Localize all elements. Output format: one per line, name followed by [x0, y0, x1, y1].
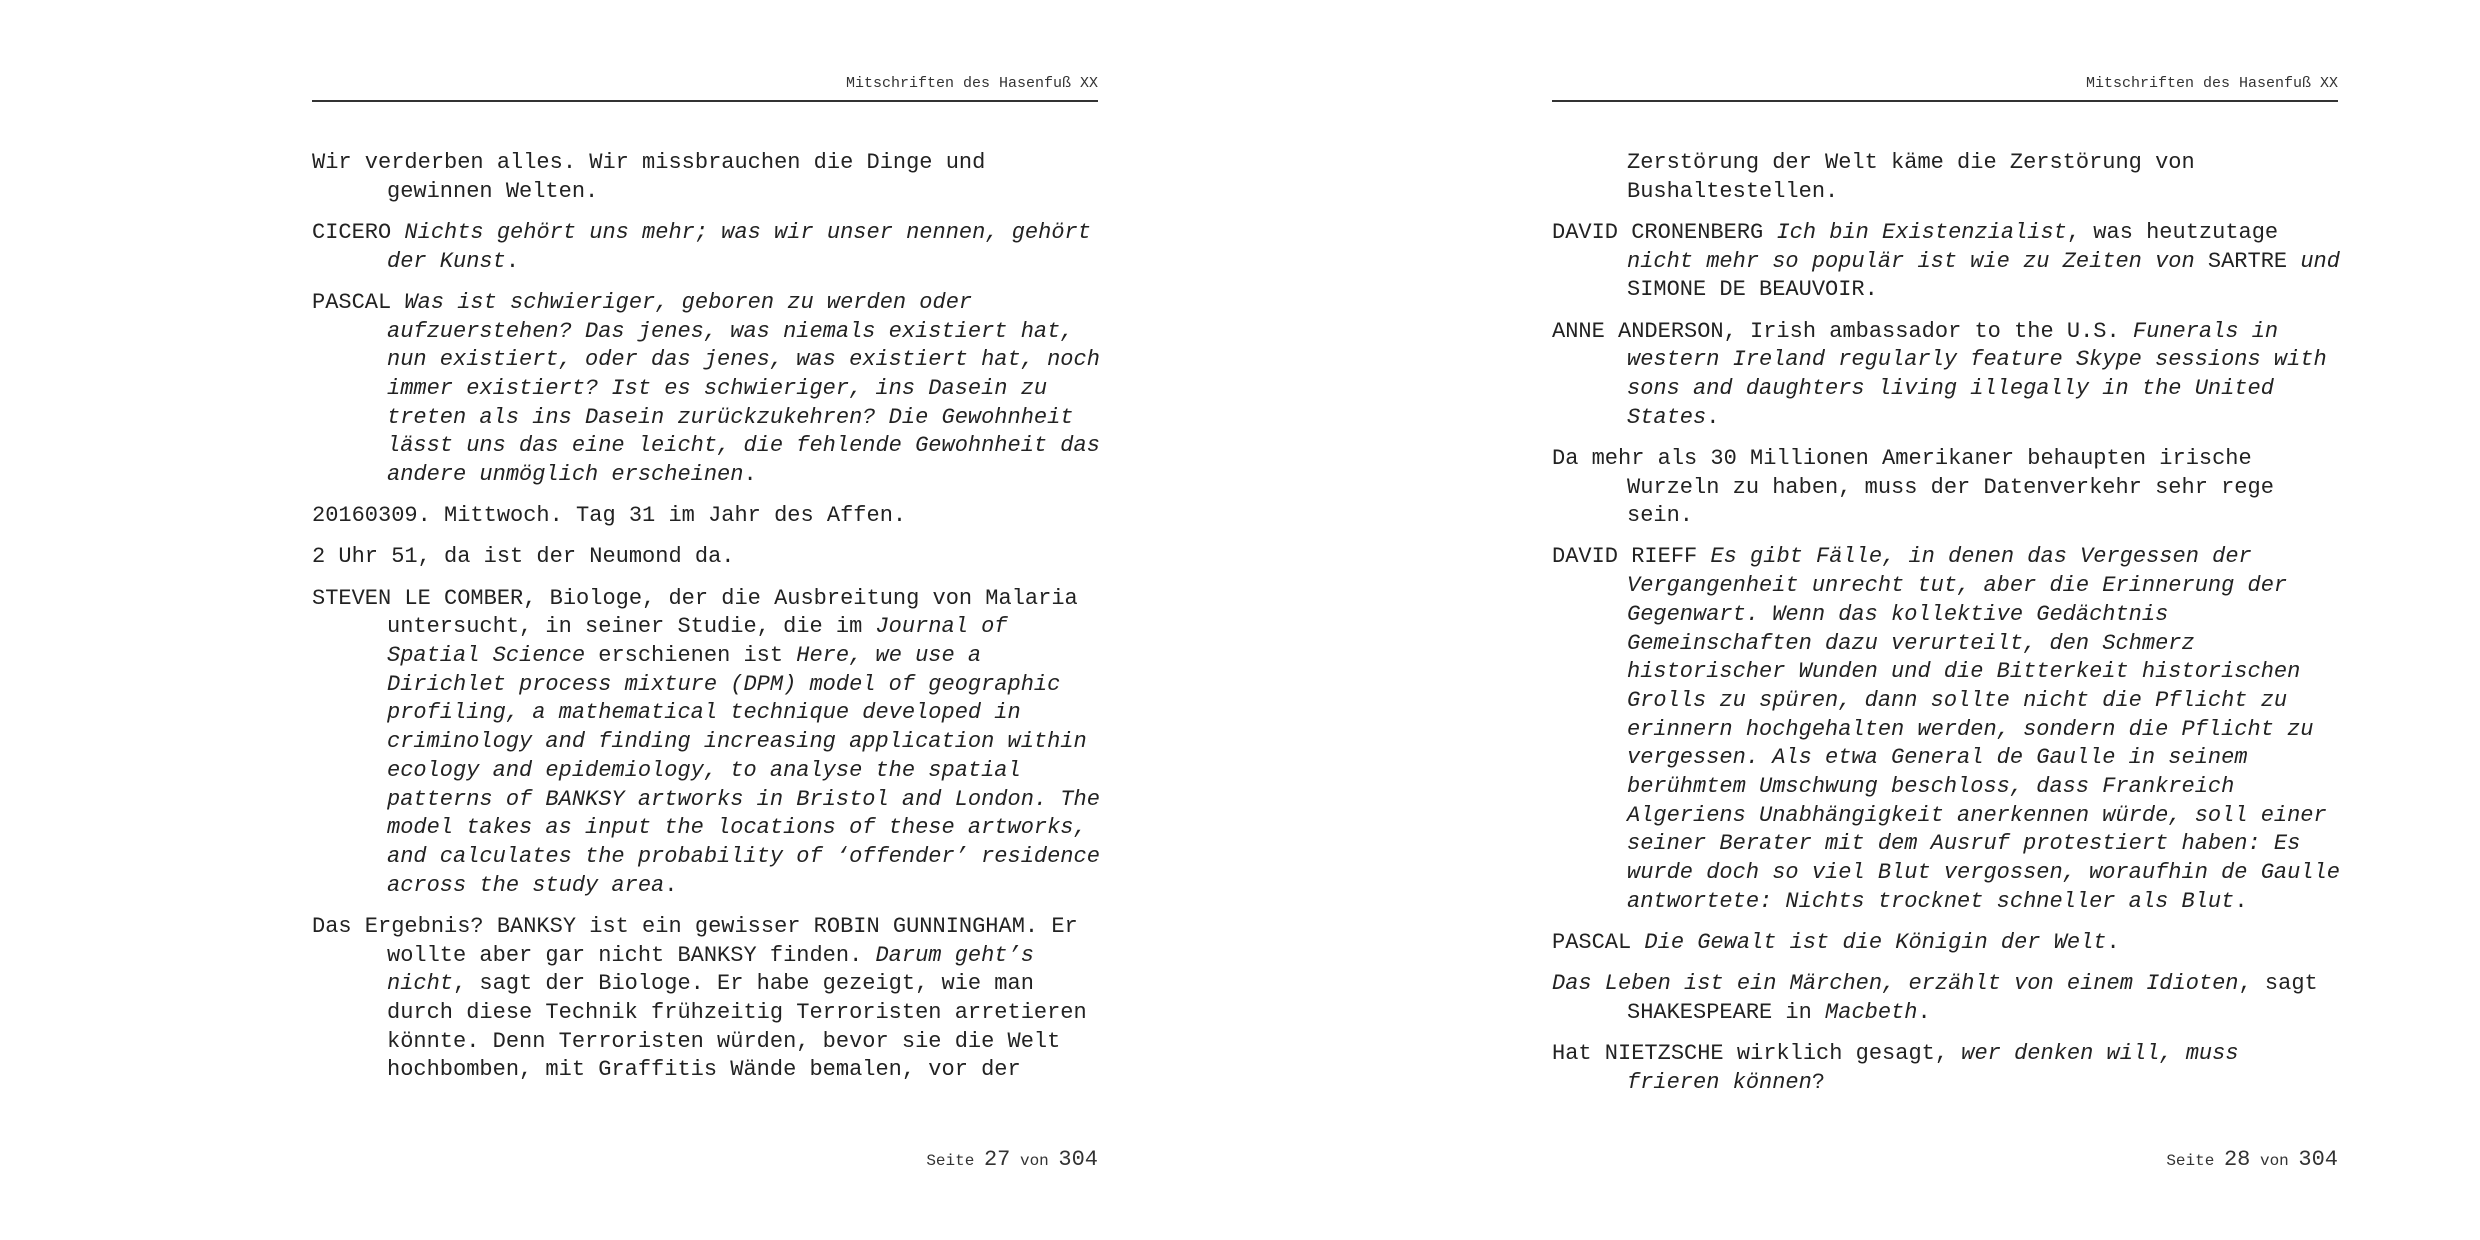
text-run: Wir verderben alles. Wir missbrauchen die Dinge und gewinnen Welten.: [312, 150, 986, 204]
paragraph: [1552, 970, 2342, 1027]
text-run: CICERO: [312, 219, 405, 245]
running-header: Mitschriften des Hasenfuß XX: [1552, 74, 2338, 102]
paragraph: [1552, 445, 2342, 531]
text-run: .: [505, 248, 520, 274]
page-total: 304: [1058, 1147, 1098, 1172]
page-body: [1552, 149, 2342, 1110]
text-run: .: [1917, 999, 1931, 1025]
text-run: PASCAL: [312, 289, 405, 315]
italic-run: und: [2300, 248, 2340, 274]
text-run: ?: [1811, 1069, 1826, 1095]
running-header: Mitschriften des Hasenfuß XX: [312, 74, 1098, 102]
italic-run: Macbeth: [1825, 999, 1918, 1025]
paragraph: [312, 502, 1102, 531]
text-run: PASCAL: [1552, 930, 1645, 956]
text-run: DAVID CRONENBERG: [1552, 219, 1777, 245]
text-run: , sagt der Biologe. Er habe gezeigt, wie man durch diese Technik frühzeitig Terroristen arretieren könnte. Denn Terroristen würden, bevor sie die Welt hochbomben, mit Graffitis Wände bemalen, vor der: [387, 971, 1087, 1083]
text-run: .: [2106, 930, 2120, 956]
page-label: Seite: [926, 1152, 975, 1170]
italic-run: Journal of Spatial Science: [387, 614, 1008, 669]
text-run: SIMONE DE BEAUVOIR.: [1627, 277, 1878, 303]
paragraph: [312, 149, 1102, 206]
page-label: Seite: [2166, 1152, 2215, 1170]
text-run: Das Ergebnis? BANKSY ist ein gewisser ROBIN GUNNINGHAM. Er wollte aber gar nicht BANKSY finden.: [312, 913, 1078, 968]
text-run: SARTRE: [2194, 248, 2301, 274]
page-number: 27: [983, 1147, 1011, 1172]
text-run: STEVEN LE COMBER, Biologe, der die Ausbreitung von Malaria untersucht, in seiner Studie, die im: [312, 585, 1078, 640]
italic-run: Ich bin Existenzialist: [1776, 219, 2067, 245]
paragraph: [312, 289, 1102, 490]
text-run: .: [2234, 888, 2248, 914]
text-run: Da mehr als 30 Millionen Amerikaner behaupten irische Wurzeln zu haben, muss der Datenverkehr sehr rege sein.: [1552, 445, 2274, 529]
paragraph: [312, 585, 1102, 901]
text-run: 2 Uhr 51, da ist der Neumond da.: [312, 544, 735, 570]
italic-run: Das Leben ist ein Märchen, erzählt von einem Idioten: [1552, 971, 2239, 997]
text-run: Zerstörung der Welt käme die Zerstörung von Bushaltestellen.: [1627, 150, 2195, 204]
paragraph: [1552, 149, 2342, 206]
text-run: .: [1706, 404, 1720, 430]
paragraph: [1552, 1040, 2342, 1097]
text-run: .: [664, 872, 678, 898]
text-run: , was heutzutage: [2066, 219, 2279, 245]
page-of-label: von: [1019, 1152, 1049, 1170]
text-run: ANNE ANDERSON, Irish ambassador to the U.S.: [1552, 318, 2133, 344]
italic-run: Funerals in western Ireland regularly feature Skype sessions with sons and daughters living illegally in the United States: [1627, 318, 2327, 430]
page-footer: [1552, 1146, 2338, 1175]
paragraph: [1552, 543, 2342, 916]
paragraph: [312, 543, 1102, 572]
italic-run: Darum geht’s nicht: [387, 942, 1034, 997]
page-total: 304: [2298, 1147, 2338, 1172]
text-run: , sagt SHAKESPEARE in: [1627, 971, 2318, 1025]
page-number: 28: [2223, 1147, 2251, 1172]
paragraph: [312, 219, 1102, 276]
italic-run: nicht mehr so populär ist wie zu Zeiten von: [1627, 248, 2195, 274]
paragraph: [1552, 929, 2342, 958]
paragraph: [1552, 318, 2342, 433]
page-of-label: von: [2259, 1152, 2289, 1170]
paragraph: [1552, 219, 2342, 305]
page-body: [312, 149, 1102, 1098]
text-run: 20160309. Mittwoch. Tag 31 im Jahr des Affen.: [312, 503, 907, 529]
italic-run: Die Gewalt ist die Königin der Welt: [1644, 930, 2107, 956]
text-run: DAVID RIEFF: [1552, 544, 1711, 570]
italic-run: Was ist schwieriger, geboren zu werden oder aufzuerstehen? Das jenes, was niemals existiert hat, nun existiert, oder das jenes, was existiert hat, noch immer existiert? Ist es schwieriger, ins Dasein zu treten als ins Dasein zurückzukehren? Die Gewohnheit lässt uns das eine leicht, die fehlende Gewohnheit das andere unmöglich erscheinen: [387, 289, 1100, 488]
page-footer: [312, 1146, 1098, 1175]
italic-run: Nichts gehört uns mehr; was wir unser nennen, gehört der Kunst: [387, 219, 1091, 274]
italic-run: Es gibt Fälle, in denen das Vergessen der Vergangenheit unrecht tut, aber die Erinnerung der Gegenwart. Wenn das kollektive Gedächtnis Gemeinschaften dazu verurteilt, den Schmerz historischer Wunden und die Bitterkeit historischen Grolls zu spüren, dann sollte nicht die Pflicht zu erinnern hochgehalten werden, sondern die Pflicht zu vergessen. Als etwa General de Gaulle in seinem berühmtem Umschwung beschloss, dass Frankreich Algeriens Unabhängigkeit anerkennen würde, soll einer seiner Berater mit dem Ausruf protestiert haben: Es wurde doch so viel Blut vergossen, woraufhin de Gaulle antwortete: Nichts trocknet schneller als Blut: [1627, 544, 2340, 914]
text-run: erschienen ist: [585, 643, 797, 669]
right-page: [1240, 0, 2480, 1240]
italic-run: Here, we use a Dirichlet process mixture (DPM) model of geographic profiling, a mathematical technique developed in criminology and finding increasing application within ecology and epidemiology, to analyse the spatial patterns of BANKSY artworks in Bristol and London. The model takes as input the locations of these artworks, and calculates the probability of ‘offender’ residence across the study area: [387, 643, 1100, 898]
text-run: .: [743, 462, 757, 488]
text-run: Hat NIETZSCHE wirklich gesagt,: [1552, 1041, 1962, 1067]
paragraph: [312, 913, 1102, 1085]
italic-run: wer denken will, muss frieren können: [1627, 1041, 2239, 1095]
